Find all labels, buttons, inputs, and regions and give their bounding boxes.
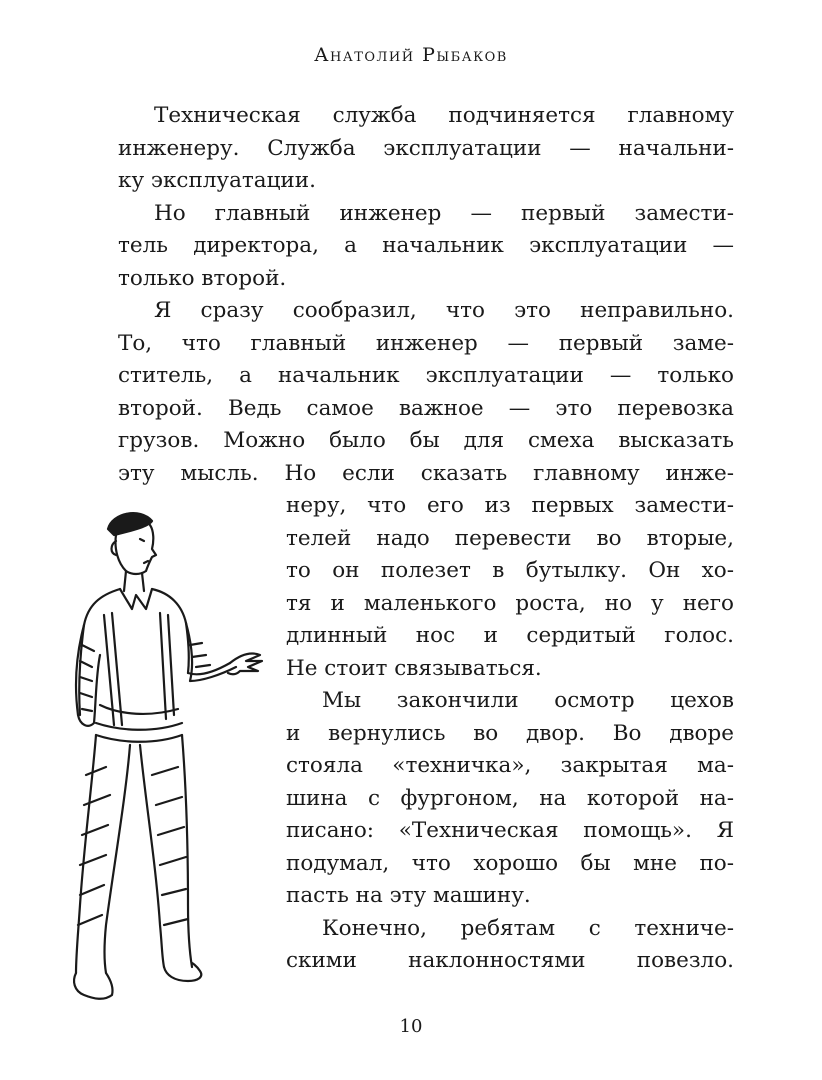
text-line: то он полезет в бутылку. Он хо- [286, 558, 734, 583]
text-line: ку эксплуатации. [118, 168, 316, 193]
text-line: Но главный инженер — первый замести- [154, 200, 734, 226]
text-line: ститель, а начальник эксплуатации — только [118, 363, 734, 388]
text-line: шина с фургоном, на которой на- [286, 785, 734, 811]
text-line: То, что главный инженер — первый заме- [118, 330, 734, 356]
text-line: Я сразу сообразил, что это неправильно. [154, 298, 734, 323]
text-line: Не стоит связываться. [286, 655, 542, 681]
text-line: Техническая служба подчиняется главному [154, 103, 734, 128]
text-line: пасть на эту машину. [286, 883, 531, 908]
text-line: инженеру. Служба эксплуатации — начальни- [118, 135, 734, 161]
text-line: Мы закончили осмотр цехов [322, 688, 734, 713]
text-line: писано: «Техническая помощь». Я [286, 818, 734, 843]
text-line: грузов. Можно было бы для смеха высказать [118, 428, 734, 453]
page-number: 10 [399, 1016, 423, 1037]
text-line: тя и маленького роста, но у него [286, 590, 734, 616]
text-line: скими наклонностями повезло. [286, 948, 734, 973]
boy-in-beret-illustration [70, 505, 270, 1010]
text-line: эту мысль. Но если сказать главному инже- [118, 460, 734, 486]
text-line: подумал, что хорошо бы мне по- [286, 850, 734, 876]
text-line: тель директора, а начальник эксплуатации — [118, 233, 734, 258]
text-line: только второй. [118, 265, 287, 291]
text-line: Конечно, ребятам с техниче- [322, 915, 734, 941]
text-line: неру, что его из первых замести- [286, 493, 734, 518]
text-line: второй. Ведь самое важное — это перевозка [118, 395, 734, 421]
text-line: стояла «техничка», закрытая ма- [286, 753, 734, 778]
text-line: телей надо перевести во вторые, [286, 525, 734, 551]
text-line: длинный нос и сердитый голос. [286, 623, 734, 648]
running-title: Анатолий Рыбаков [314, 44, 508, 66]
text-line: и вернулись во двор. Во дворе [286, 720, 734, 746]
